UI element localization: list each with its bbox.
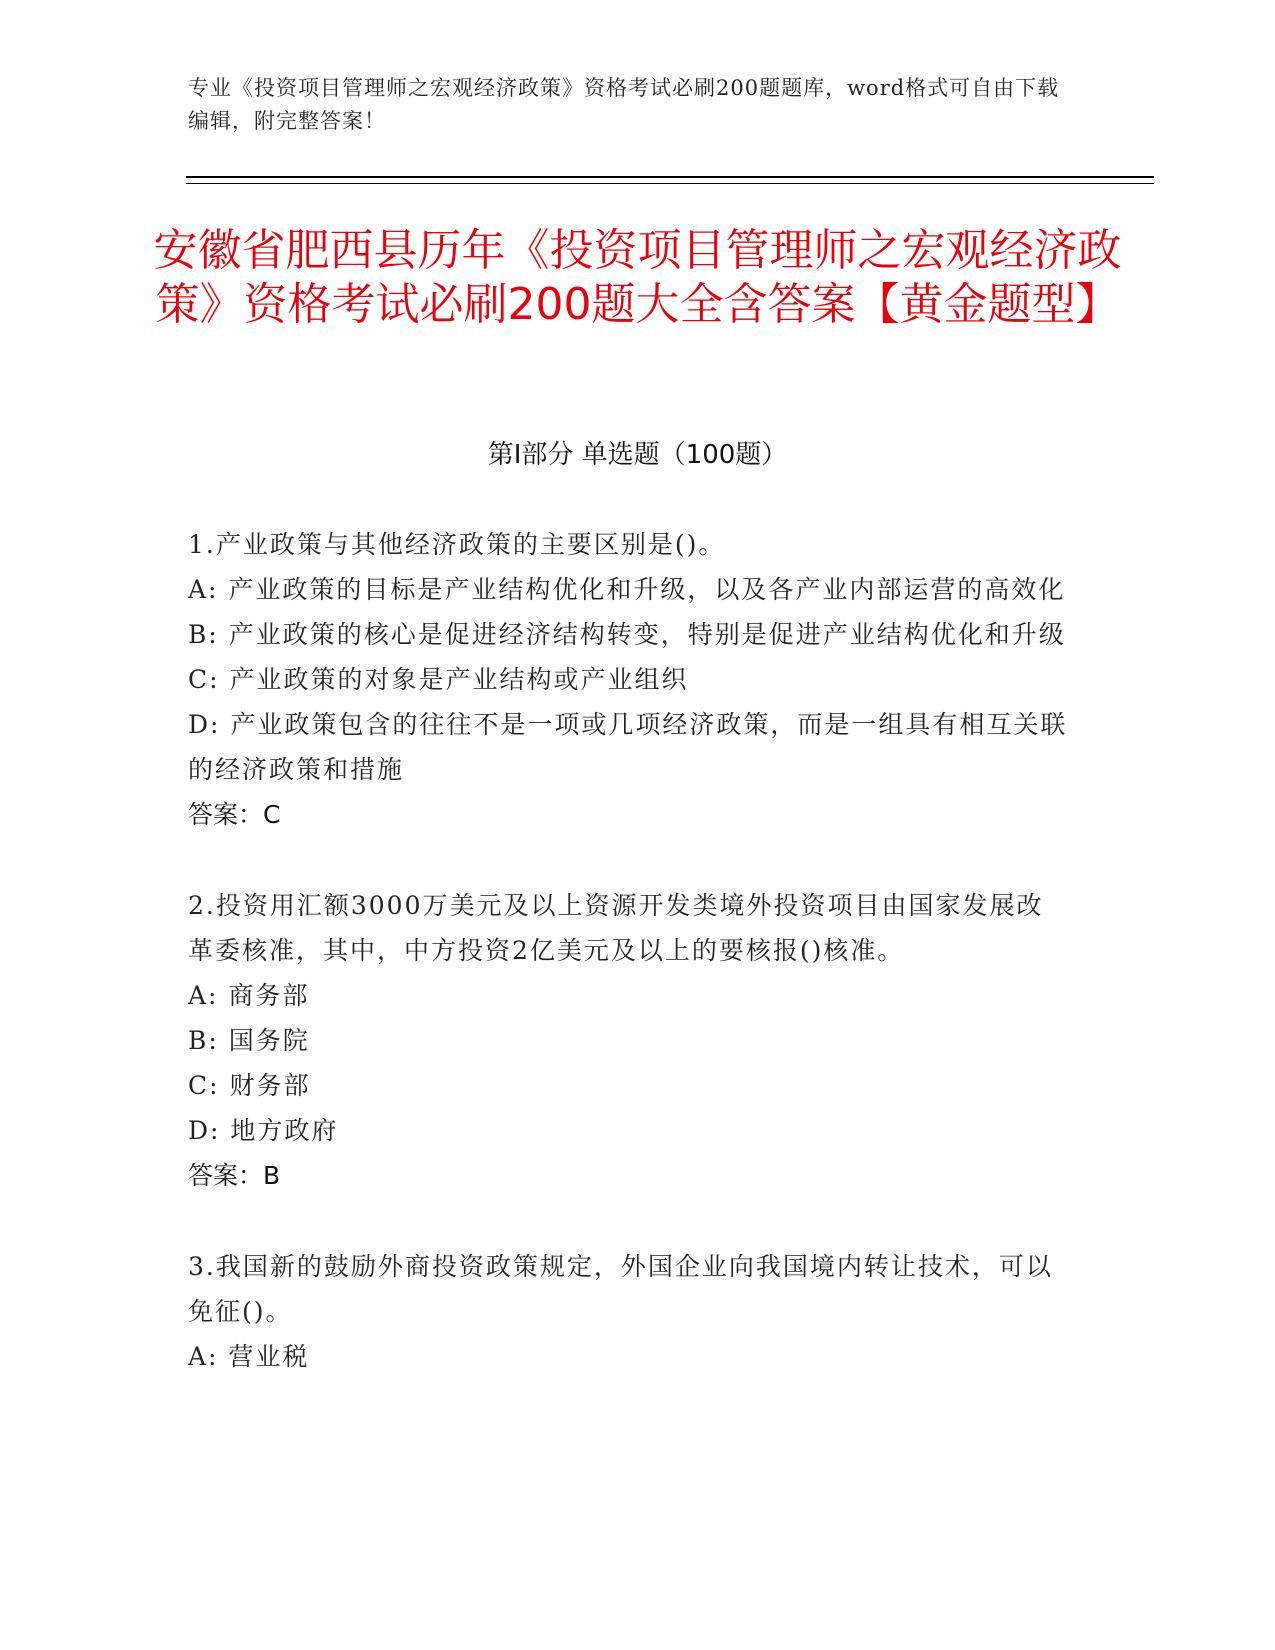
option-b: B: 国务院 bbox=[188, 1026, 310, 1055]
option-d: D: 产业政策包含的往往不是一项或几项经济政策，而是一组具有相互关联的经济政策和措施 bbox=[188, 710, 1068, 784]
option-b: B: 产业政策的核心是促进经济结构转变，特别是促进产业结构优化和升级 bbox=[188, 620, 1066, 649]
header-divider-thick bbox=[186, 176, 1154, 178]
section-heading: 第Ⅰ部分 单选题（100题） bbox=[487, 440, 788, 470]
question-stem: 1.产业政策与其他经济政策的主要区别是()。 bbox=[188, 530, 726, 559]
option-a: A: 商务部 bbox=[188, 981, 310, 1010]
answer: 答案：B bbox=[188, 1161, 281, 1190]
option-c: C: 财务部 bbox=[188, 1071, 311, 1100]
header-divider-thin bbox=[186, 183, 1154, 184]
question-3 bbox=[188, 1244, 1068, 1379]
option-a: A: 营业税 bbox=[188, 1342, 310, 1371]
answer: 答案：C bbox=[188, 800, 281, 829]
question-stem: 2.投资用汇额3000万美元及以上资源开发类境外投资项目由国家发展改革委核准，其中，中方投资2亿美元及以上的要核报()核准。 bbox=[188, 891, 1044, 965]
question-2 bbox=[188, 883, 1068, 1198]
question-1 bbox=[188, 522, 1068, 837]
header-note: 专业《投资项目管理师之宏观经济政策》资格考试必刷200题题库，word格式可自由下载编辑，附完整答案！ bbox=[188, 76, 1060, 133]
question-stem: 3.我国新的鼓励外商投资政策规定，外国企业向我国境内转让技术，可以免征()。 bbox=[188, 1252, 1053, 1326]
document-title: 安徽省肥西县历年《投资项目管理师之宏观经济政策》资格考试必刷200题大全含答案【黄金题型】 bbox=[153, 225, 1122, 330]
option-c: C: 产业政策的对象是产业结构或产业组织 bbox=[188, 665, 689, 694]
option-a: A: 产业政策的目标是产业结构优化和升级，以及各产业内部运营的高效化 bbox=[188, 575, 1066, 604]
question-list bbox=[188, 522, 1068, 1425]
option-d: D: 地方政府 bbox=[188, 1116, 339, 1145]
